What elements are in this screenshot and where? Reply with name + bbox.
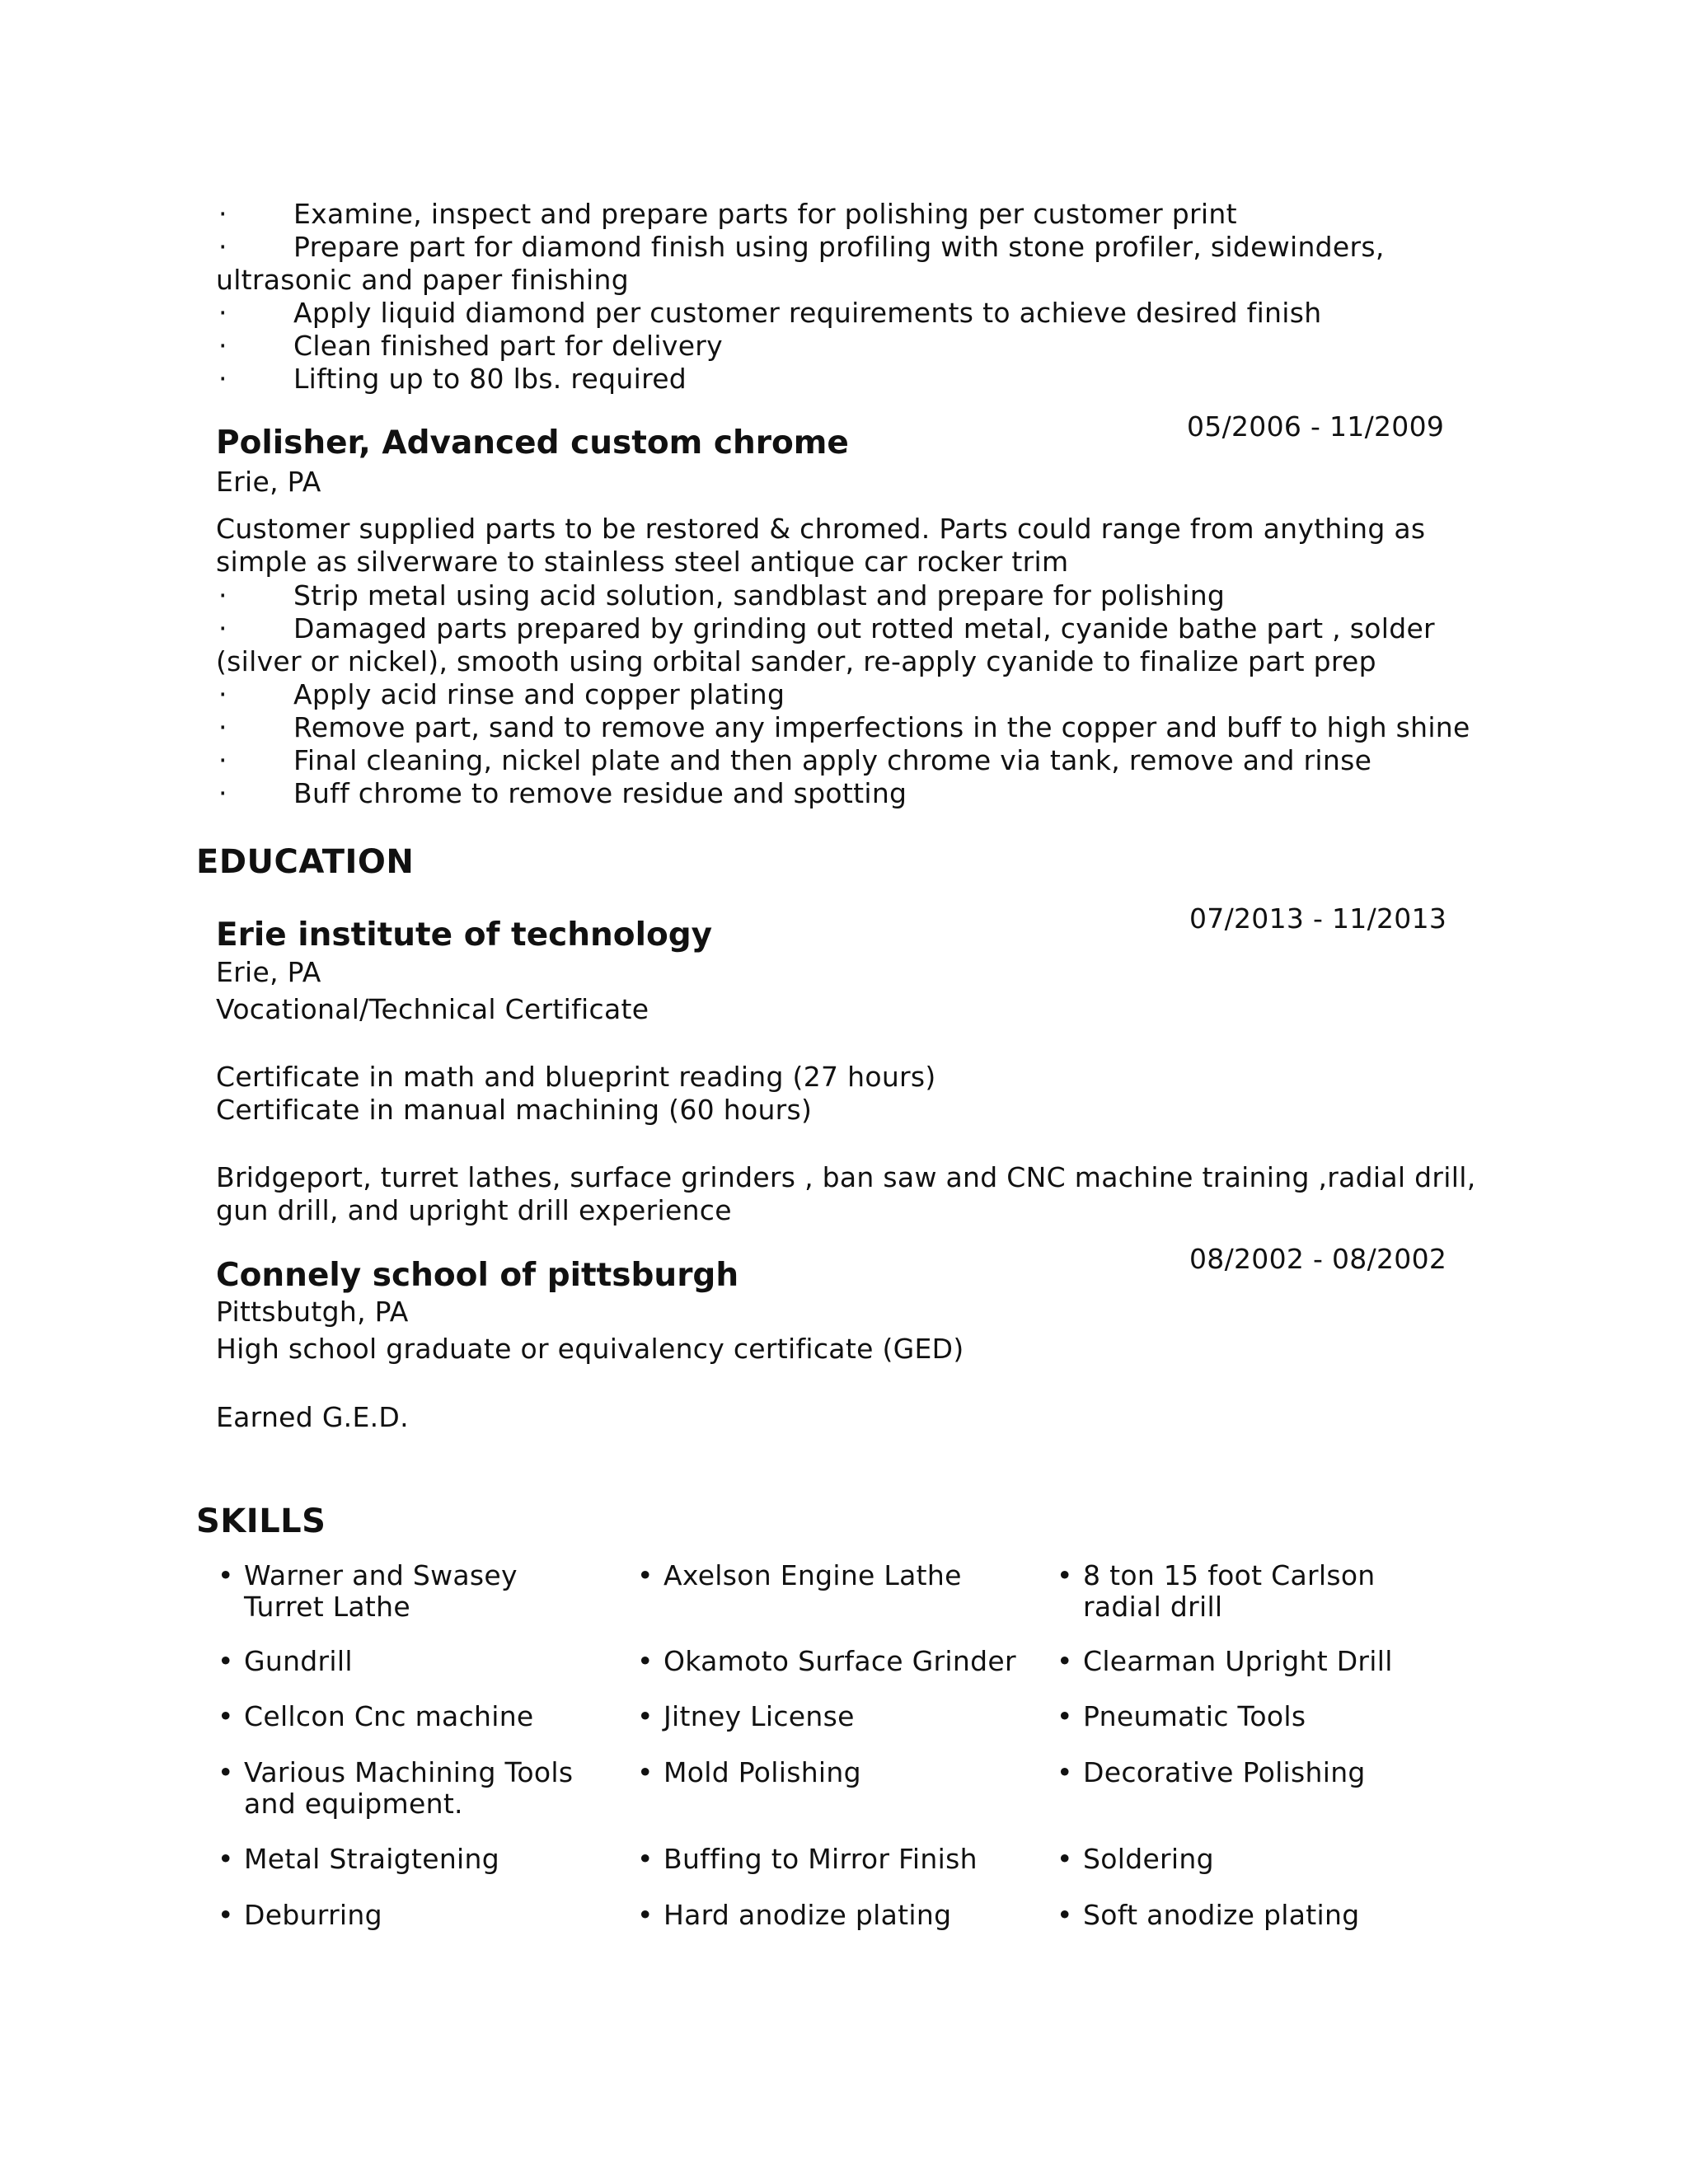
- skill-item: [637, 1757, 1025, 1788]
- skill-item: [218, 1560, 605, 1623]
- experience-bullet: [216, 330, 1485, 363]
- certificate-line: Certificate in manual machining (60 hours): [216, 1094, 813, 1126]
- skill-text: Soldering: [1083, 1843, 1214, 1875]
- school-location: Erie, PA: [216, 956, 321, 988]
- skill-item: [637, 1900, 1025, 1931]
- job-bullet: [216, 744, 1485, 777]
- bullet-dot: ·: [218, 579, 227, 612]
- bullet-dot: •: [1057, 1899, 1073, 1931]
- skill-text: Pneumatic Tools: [1083, 1700, 1306, 1732]
- job-bullet: [216, 711, 1485, 744]
- bullet-dot: ·: [218, 744, 227, 776]
- bullet-dot: •: [1057, 1700, 1073, 1732]
- bullet-dot: ·: [218, 678, 227, 710]
- skill-item: [218, 1757, 605, 1820]
- bullet-dot: •: [218, 1645, 234, 1677]
- bullet-dot: •: [1057, 1559, 1073, 1591]
- bullet-text: Lifting up to 80 lbs. required: [293, 363, 687, 395]
- bullet-dot: •: [637, 1559, 654, 1591]
- skill-text: Mold Polishing: [663, 1756, 861, 1788]
- experience-bullet: [216, 198, 1485, 231]
- school-dates: 07/2013 - 11/2013: [1189, 902, 1447, 935]
- skill-item: [1057, 1646, 1444, 1677]
- job-bullet: [216, 678, 1485, 711]
- skill-item: [1057, 1560, 1444, 1623]
- bullet-dot: •: [218, 1843, 234, 1875]
- bullet-dot: •: [1057, 1756, 1073, 1788]
- skill-text: Cellcon Cnc machine: [244, 1700, 534, 1732]
- certificate-line: Certificate in math and blueprint reading (27 hours): [216, 1061, 936, 1093]
- job-bullet: [216, 777, 1485, 810]
- job-dates: 05/2006 - 11/2009: [1187, 410, 1445, 443]
- bullet-dot: ·: [218, 777, 227, 809]
- experience-bullet: [216, 297, 1485, 330]
- education-heading: EDUCATION: [196, 843, 415, 881]
- bullet-dot: •: [218, 1899, 234, 1931]
- skill-text: Soft anodize plating: [1083, 1899, 1360, 1931]
- experience-bullet: [216, 231, 1485, 297]
- bullet-dot: ·: [218, 198, 227, 230]
- skill-item: [1057, 1757, 1444, 1788]
- skill-text: Warner and Swasey Turret Lathe: [244, 1559, 518, 1623]
- training-text: Bridgeport, turret lathes, surface grinders , ban saw and CNC machine training ,radial drill, gun drill, and upright drill experience: [216, 1161, 1476, 1226]
- skill-text: Various Machining Tools and equipment.: [244, 1756, 574, 1820]
- skill-text: Buffing to Mirror Finish: [663, 1843, 978, 1875]
- school-location: Pittsbutgh, PA: [216, 1296, 409, 1328]
- skill-text: Clearman Upright Drill: [1083, 1645, 1393, 1677]
- skill-text: Okamoto Surface Grinder: [663, 1645, 1016, 1677]
- job-bullet: [216, 612, 1485, 678]
- bullet-dot: •: [637, 1899, 654, 1931]
- bullet-text: Damaged parts prepared by grinding out rotted metal, cyanide bathe part , solder (silver or nickel), smooth using orbital sander, re-apply cyanide to finalize part prep: [216, 612, 1435, 677]
- school-name: Erie institute of technology: [216, 916, 713, 954]
- bullet-dot: ·: [218, 711, 227, 743]
- bullet-text: Clean finished part for delivery: [293, 330, 724, 362]
- bullet-text: Buff chrome to remove residue and spotting: [293, 777, 907, 809]
- bullet-dot: •: [637, 1700, 654, 1732]
- bullet-text: Final cleaning, nickel plate and then apply chrome via tank, remove and rinse: [293, 744, 1372, 776]
- job-bullet: [216, 579, 1485, 612]
- skill-item: [218, 1701, 605, 1732]
- bullet-dot: •: [218, 1756, 234, 1788]
- bullet-text: Apply liquid diamond per customer requirements to achieve desired finish: [293, 297, 1322, 329]
- skill-item: [1057, 1701, 1444, 1732]
- skill-text: Axelson Engine Lathe: [663, 1559, 962, 1591]
- bullet-dot: •: [637, 1843, 654, 1875]
- school-note: Earned G.E.D.: [216, 1401, 409, 1433]
- skill-item: [1057, 1900, 1444, 1931]
- skill-text: Hard anodize plating: [663, 1899, 952, 1931]
- skill-item: [637, 1701, 1025, 1732]
- bullet-dot: •: [218, 1559, 234, 1591]
- bullet-text: Apply acid rinse and copper plating: [293, 678, 785, 710]
- bullet-dot: •: [218, 1700, 234, 1732]
- skill-item: [218, 1844, 605, 1875]
- bullet-dot: ·: [218, 231, 227, 263]
- skill-text: Jitney License: [663, 1700, 855, 1732]
- skill-text: Metal Straigtening: [244, 1843, 499, 1875]
- job-summary: Customer supplied parts to be restored & chromed. Parts could range from anything as simple as silverware to stainless steel antique car rocker trim: [216, 513, 1426, 578]
- bullet-dot: ·: [218, 363, 227, 395]
- bullet-dot: ·: [218, 297, 227, 329]
- bullet-dot: •: [637, 1756, 654, 1788]
- school-degree: High school graduate or equivalency certificate (GED): [216, 1333, 964, 1365]
- skill-item: [637, 1560, 1025, 1591]
- school-dates: 08/2002 - 08/2002: [1189, 1243, 1447, 1275]
- bullet-text: Prepare part for diamond finish using profiling with stone profiler, sidewinders, ultrasonic and paper finishing: [216, 231, 1385, 296]
- skill-item: [1057, 1844, 1444, 1875]
- skill-text: Deburring: [244, 1899, 382, 1931]
- bullet-dot: •: [637, 1645, 654, 1677]
- bullet-text: Strip metal using acid solution, sandblast and prepare for polishing: [293, 579, 1226, 612]
- skill-item: [218, 1900, 605, 1931]
- school-name: Connely school of pittsburgh: [216, 1257, 739, 1294]
- experience-bullet: [216, 363, 1485, 396]
- skill-item: [218, 1646, 605, 1677]
- skill-text: Decorative Polishing: [1083, 1756, 1366, 1788]
- skills-heading: SKILLS: [196, 1502, 326, 1540]
- job-location: Erie, PA: [216, 466, 321, 498]
- bullet-dot: ·: [218, 612, 227, 644]
- bullet-dot: •: [1057, 1645, 1073, 1677]
- skill-text: Gundrill: [244, 1645, 353, 1677]
- skill-item: [637, 1646, 1025, 1677]
- bullet-text: Examine, inspect and prepare parts for polishing per customer print: [293, 198, 1237, 230]
- skill-item: [637, 1844, 1025, 1875]
- bullet-dot: ·: [218, 330, 227, 362]
- school-degree: Vocational/Technical Certificate: [216, 993, 649, 1025]
- skill-text: 8 ton 15 foot Carlson radial drill: [1083, 1559, 1376, 1623]
- bullet-text: Remove part, sand to remove any imperfections in the copper and buff to high shine: [293, 711, 1470, 743]
- bullet-dot: •: [1057, 1843, 1073, 1875]
- job-title: Polisher, Advanced custom chrome: [216, 424, 849, 462]
